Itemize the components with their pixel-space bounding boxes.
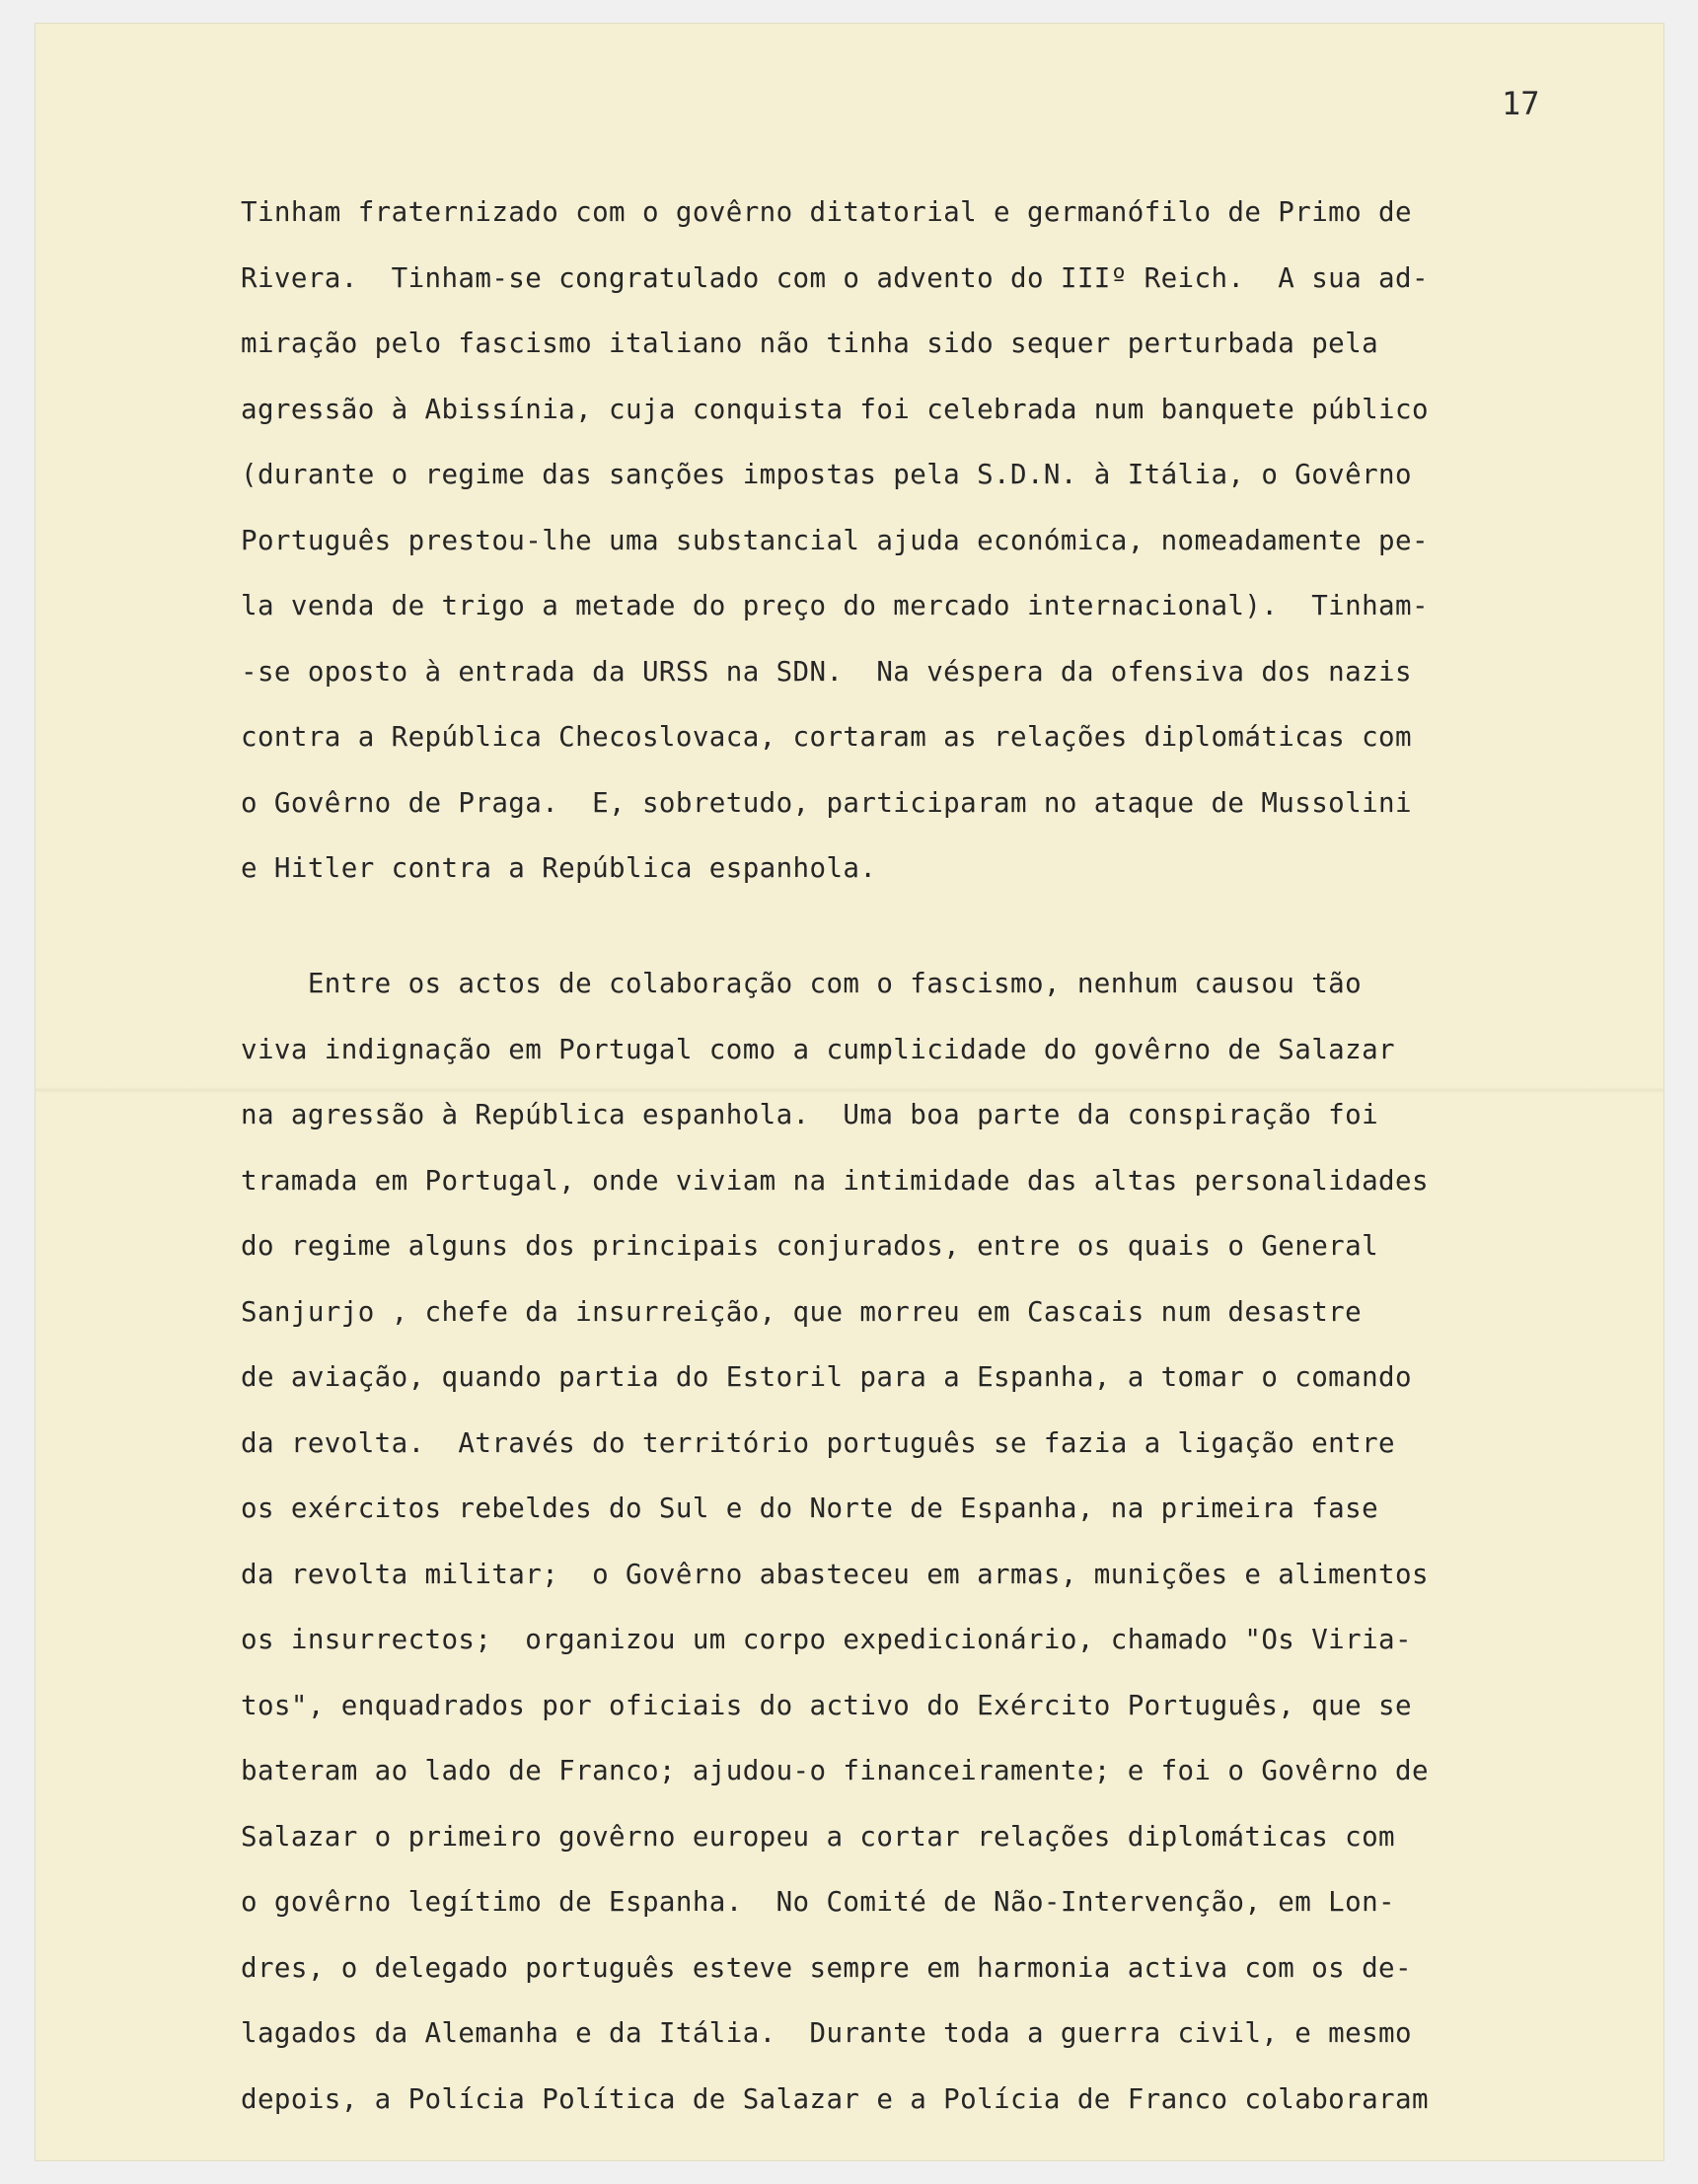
- text-line: bateram ao lado de Franco; ajudou-o financeiramente; e foi o Govêrno de: [241, 1755, 1429, 1786]
- text-line: -se oposto à entrada da URSS na SDN. Na véspera da ofensiva dos nazis: [241, 655, 1412, 688]
- text-line: os insurrectos; organizou um corpo expedicionário, chamado "Os Viria-: [241, 1624, 1412, 1655]
- text-line: miração pelo fascismo italiano não tinha sido sequer perturbada pela: [241, 328, 1379, 359]
- text-line: os exércitos rebeldes do Sul e do Norte de Espanha, na primeira fase: [241, 1492, 1379, 1524]
- text-line: de aviação, quando partia do Estoril para a Espanha, a tomar o comando: [241, 1361, 1412, 1393]
- text-line: viva indignação em Portugal como a cumplicidade do govêrno de Salazar: [241, 1033, 1395, 1065]
- text-line: Rivera. Tinham-se congratulado com o advento do IIIº Reich. A sua ad-: [241, 261, 1429, 294]
- text-line: o Govêrno de Praga. E, sobretudo, participaram no ataque de Mussolini: [241, 786, 1412, 819]
- text-line: contra a República Checoslovaca, cortaram as relações diplomáticas com: [241, 721, 1412, 753]
- text-line: Sanjurjo , chefe da insurreição, que morreu em Cascais num desastre: [241, 1295, 1363, 1328]
- text-line: la venda de trigo a metade do preço do mercado internacional). Tinham-: [241, 590, 1429, 621]
- text-line: na agressão à República espanhola. Uma boa parte da conspiração foi: [241, 1099, 1379, 1130]
- text-line: tos", enquadrados por oficiais do activo do Exército Português, que se: [241, 1689, 1412, 1721]
- text-line: e Hitler contra a República espanhola.: [241, 852, 877, 884]
- text-line: Tinham fraternizado com o govêrno ditatorial e germanófilo de Primo de: [241, 196, 1412, 228]
- text-line: (durante o regime das sanções impostas pela S.D.N. à Itália, o Govêrno: [241, 459, 1412, 490]
- text-line: da revolta. Através do território português se fazia a ligação entre: [241, 1426, 1395, 1459]
- text-line: dres, o delegado português esteve sempre em harmonia activa com os de-: [241, 1951, 1412, 1984]
- text-line: Salazar o primeiro govêrno europeu a cortar relações diplomáticas com: [241, 1820, 1395, 1853]
- text-line: agressão à Abissínia, cuja conquista foi celebrada num banquete público: [241, 393, 1429, 425]
- typewritten-page: [36, 24, 1663, 2160]
- text-line: Português prestou-lhe uma substancial ajuda económica, nomeadamente pe-: [241, 524, 1429, 556]
- text-line: Entre os actos de colaboração com o fascismo, nenhum causou tão: [241, 968, 1363, 999]
- text-line: da revolta militar; o Govêrno abasteceu em armas, munições e alimentos: [241, 1558, 1429, 1590]
- paragraph-1: [241, 180, 1429, 902]
- text-line: depois, a Polícia Política de Salazar e a Polícia de Franco colaboraram: [241, 2082, 1429, 2115]
- text-line: tramada em Portugal, onde viviam na intimidade das altas personalidades: [241, 1164, 1429, 1197]
- text-line: do regime alguns dos principais conjurados, entre os quais o General: [241, 1230, 1379, 1262]
- text-line: o govêrno legítimo de Espanha. No Comité de Não-Intervenção, em Lon-: [241, 1886, 1395, 1918]
- text-line: lagados da Alemanha e da Itália. Durante toda a guerra civil, e mesmo: [241, 2017, 1412, 2049]
- page-number: 17: [1502, 85, 1540, 122]
- paragraph-2: [241, 951, 1429, 2132]
